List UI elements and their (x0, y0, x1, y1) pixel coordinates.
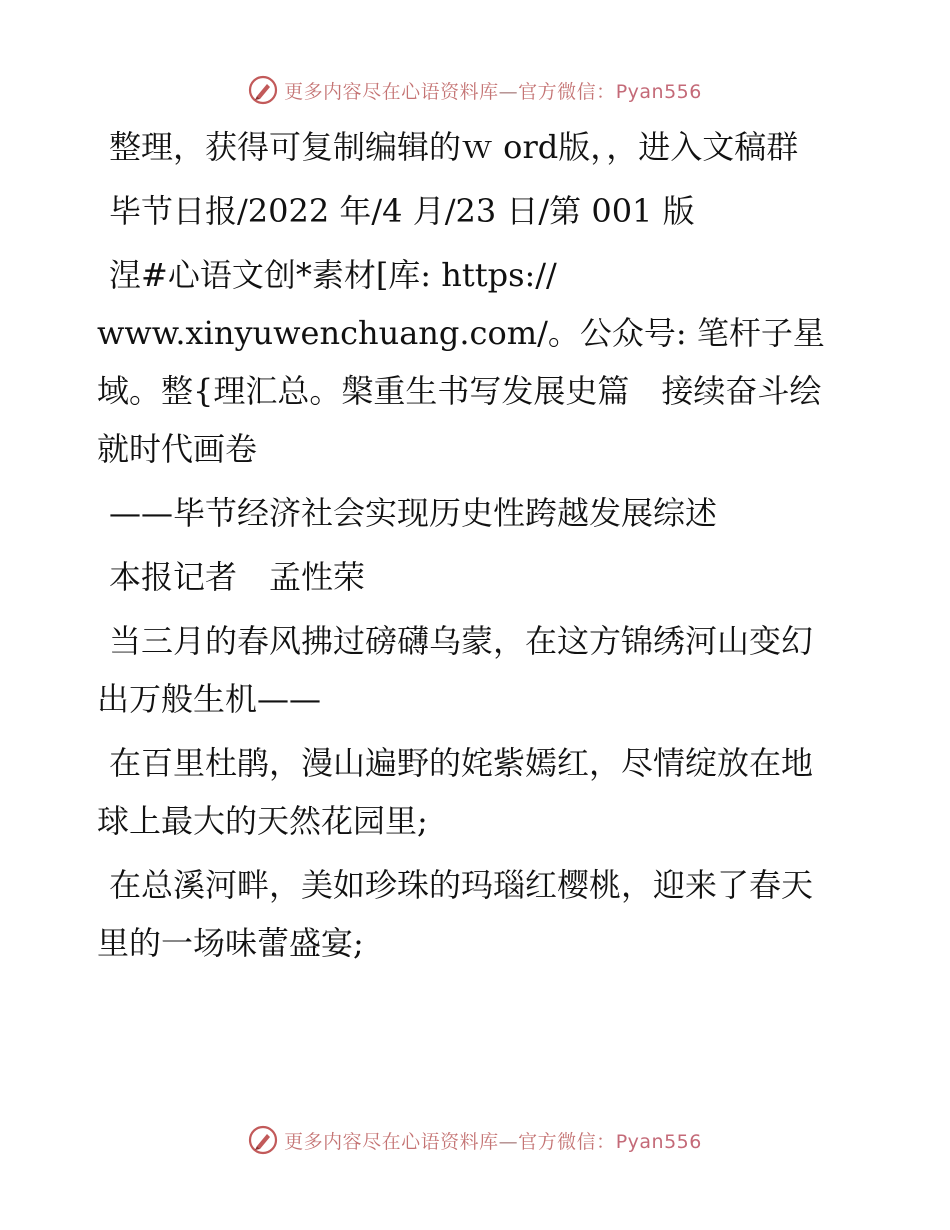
bottom-watermark-footer (0, 1120, 950, 1160)
paragraph-body-1: 当三月的春风拂过磅礴乌蒙，在这方锦绣河山变幻出万般生机—— (97, 622, 814, 718)
paragraph-subtitle: ——毕节经济社会实现历史性跨越发展综述 (109, 494, 718, 532)
paragraph-article-title: www.xinyuwenchuang.com/。公众号: 笔杆子星域。整{理汇总。槃重生书写发展史篇 接续奋斗绘就时代画卷 (97, 314, 825, 468)
watermark-handle: Pyan556 (615, 1130, 702, 1153)
watermark-separator: — (498, 80, 519, 103)
document-body (97, 118, 837, 978)
paragraph-intro: 整理，获得可复制编辑的ｗ ord版，，进入文稿群 (109, 128, 799, 166)
pen-nib-logo-icon (248, 75, 278, 105)
watermark-site-name: 更多内容尽在心语资料库 (284, 80, 499, 103)
paragraph-library-link: 涅#心语文创*素材[库: https:// (109, 256, 557, 294)
paragraph-body-2: 在百里杜鹃，漫山遍野的姹紫嫣红，尽情绽放在地球上最大的天然花园里; (97, 744, 814, 840)
watermark-text (284, 1127, 702, 1154)
watermark-wechat-label: 官方微信： (518, 80, 616, 103)
watermark-separator: — (498, 1130, 519, 1153)
watermark-text (284, 77, 702, 104)
watermark-site-name: 更多内容尽在心语资料库 (284, 1130, 499, 1153)
paragraph-body-3: 在总溪河畔，美如珍珠的玛瑙红樱桃，迎来了春天里的一场味蕾盛宴; (97, 866, 814, 962)
top-watermark-header (0, 70, 950, 110)
paragraph-source-line: 毕节日报/2022 年/4 月/23 日/第 001 版 (109, 192, 695, 230)
pen-nib-logo-icon (248, 1125, 278, 1155)
paragraph-byline: 本报记者 孟性荣 (109, 558, 366, 596)
watermark-handle: Pyan556 (615, 80, 702, 103)
watermark-wechat-label: 官方微信： (518, 1130, 616, 1153)
